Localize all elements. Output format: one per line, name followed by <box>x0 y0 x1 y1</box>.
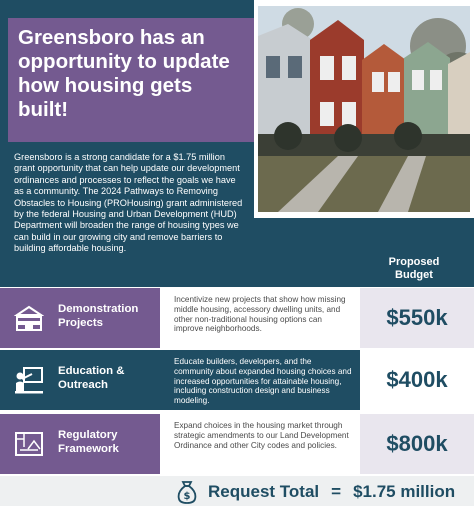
budget-header: Proposed Budget <box>388 256 440 281</box>
townhouse-illustration <box>258 6 470 212</box>
budget-row-regulatory <box>0 414 474 474</box>
row-description: Expand choices in the housing market through strategic amendments to our Land Development Ordinance and other City codes and policies. <box>160 414 360 474</box>
row-label-cell <box>0 414 160 474</box>
townhouse-photo <box>254 0 474 218</box>
row-label: Education & Outreach <box>58 365 125 391</box>
total-amount: $1.75 million <box>353 482 456 501</box>
row-amount: $550k <box>360 288 474 348</box>
budget-row-education <box>0 350 474 410</box>
row-label: Demonstration Projects <box>58 303 139 329</box>
blueprint-icon <box>14 429 44 459</box>
request-total-bar <box>0 476 474 506</box>
row-label-cell <box>0 350 160 410</box>
budget-row-demonstration <box>0 288 474 348</box>
intro-paragraph: Greensboro is a strong candidate for a $1.75 million grant opportunity that can help update our development ordinances and processes to reflect the goals we have as a community. The 2024 Pathways to Removing Obstacles to Housing (PROHousing) grant administered by the federal Housing and Urban Development (HUD) Department will broaden the range of housing types we can build in our growing city and remove barriers to building affordable housing. <box>14 152 243 254</box>
row-description: Educate builders, developers, and the community about expanded housing choices and increased opportunities for attainable housing, including construction design and business modeling. <box>160 350 360 410</box>
row-description: Incentivize new projects that show how missing middle housing, accessory dwelling units, and other non-traditional housing options can improve neighborhoods. <box>160 288 360 348</box>
row-amount: $800k <box>360 414 474 474</box>
title-box <box>8 18 254 142</box>
row-amount: $400k <box>360 350 474 410</box>
row-label-cell <box>0 288 160 348</box>
request-total <box>176 480 455 504</box>
money-bag-icon <box>176 480 198 504</box>
svg-text:$: $ <box>183 491 191 502</box>
building-blocks-icon <box>14 303 44 333</box>
total-label: Request Total <box>208 482 320 501</box>
total-equals: = <box>331 482 342 501</box>
row-label: Regulatory Framework <box>58 429 119 455</box>
presenter-icon <box>14 365 44 395</box>
page-title: Greensboro has an opportunity to update how housing gets built! <box>18 26 230 121</box>
